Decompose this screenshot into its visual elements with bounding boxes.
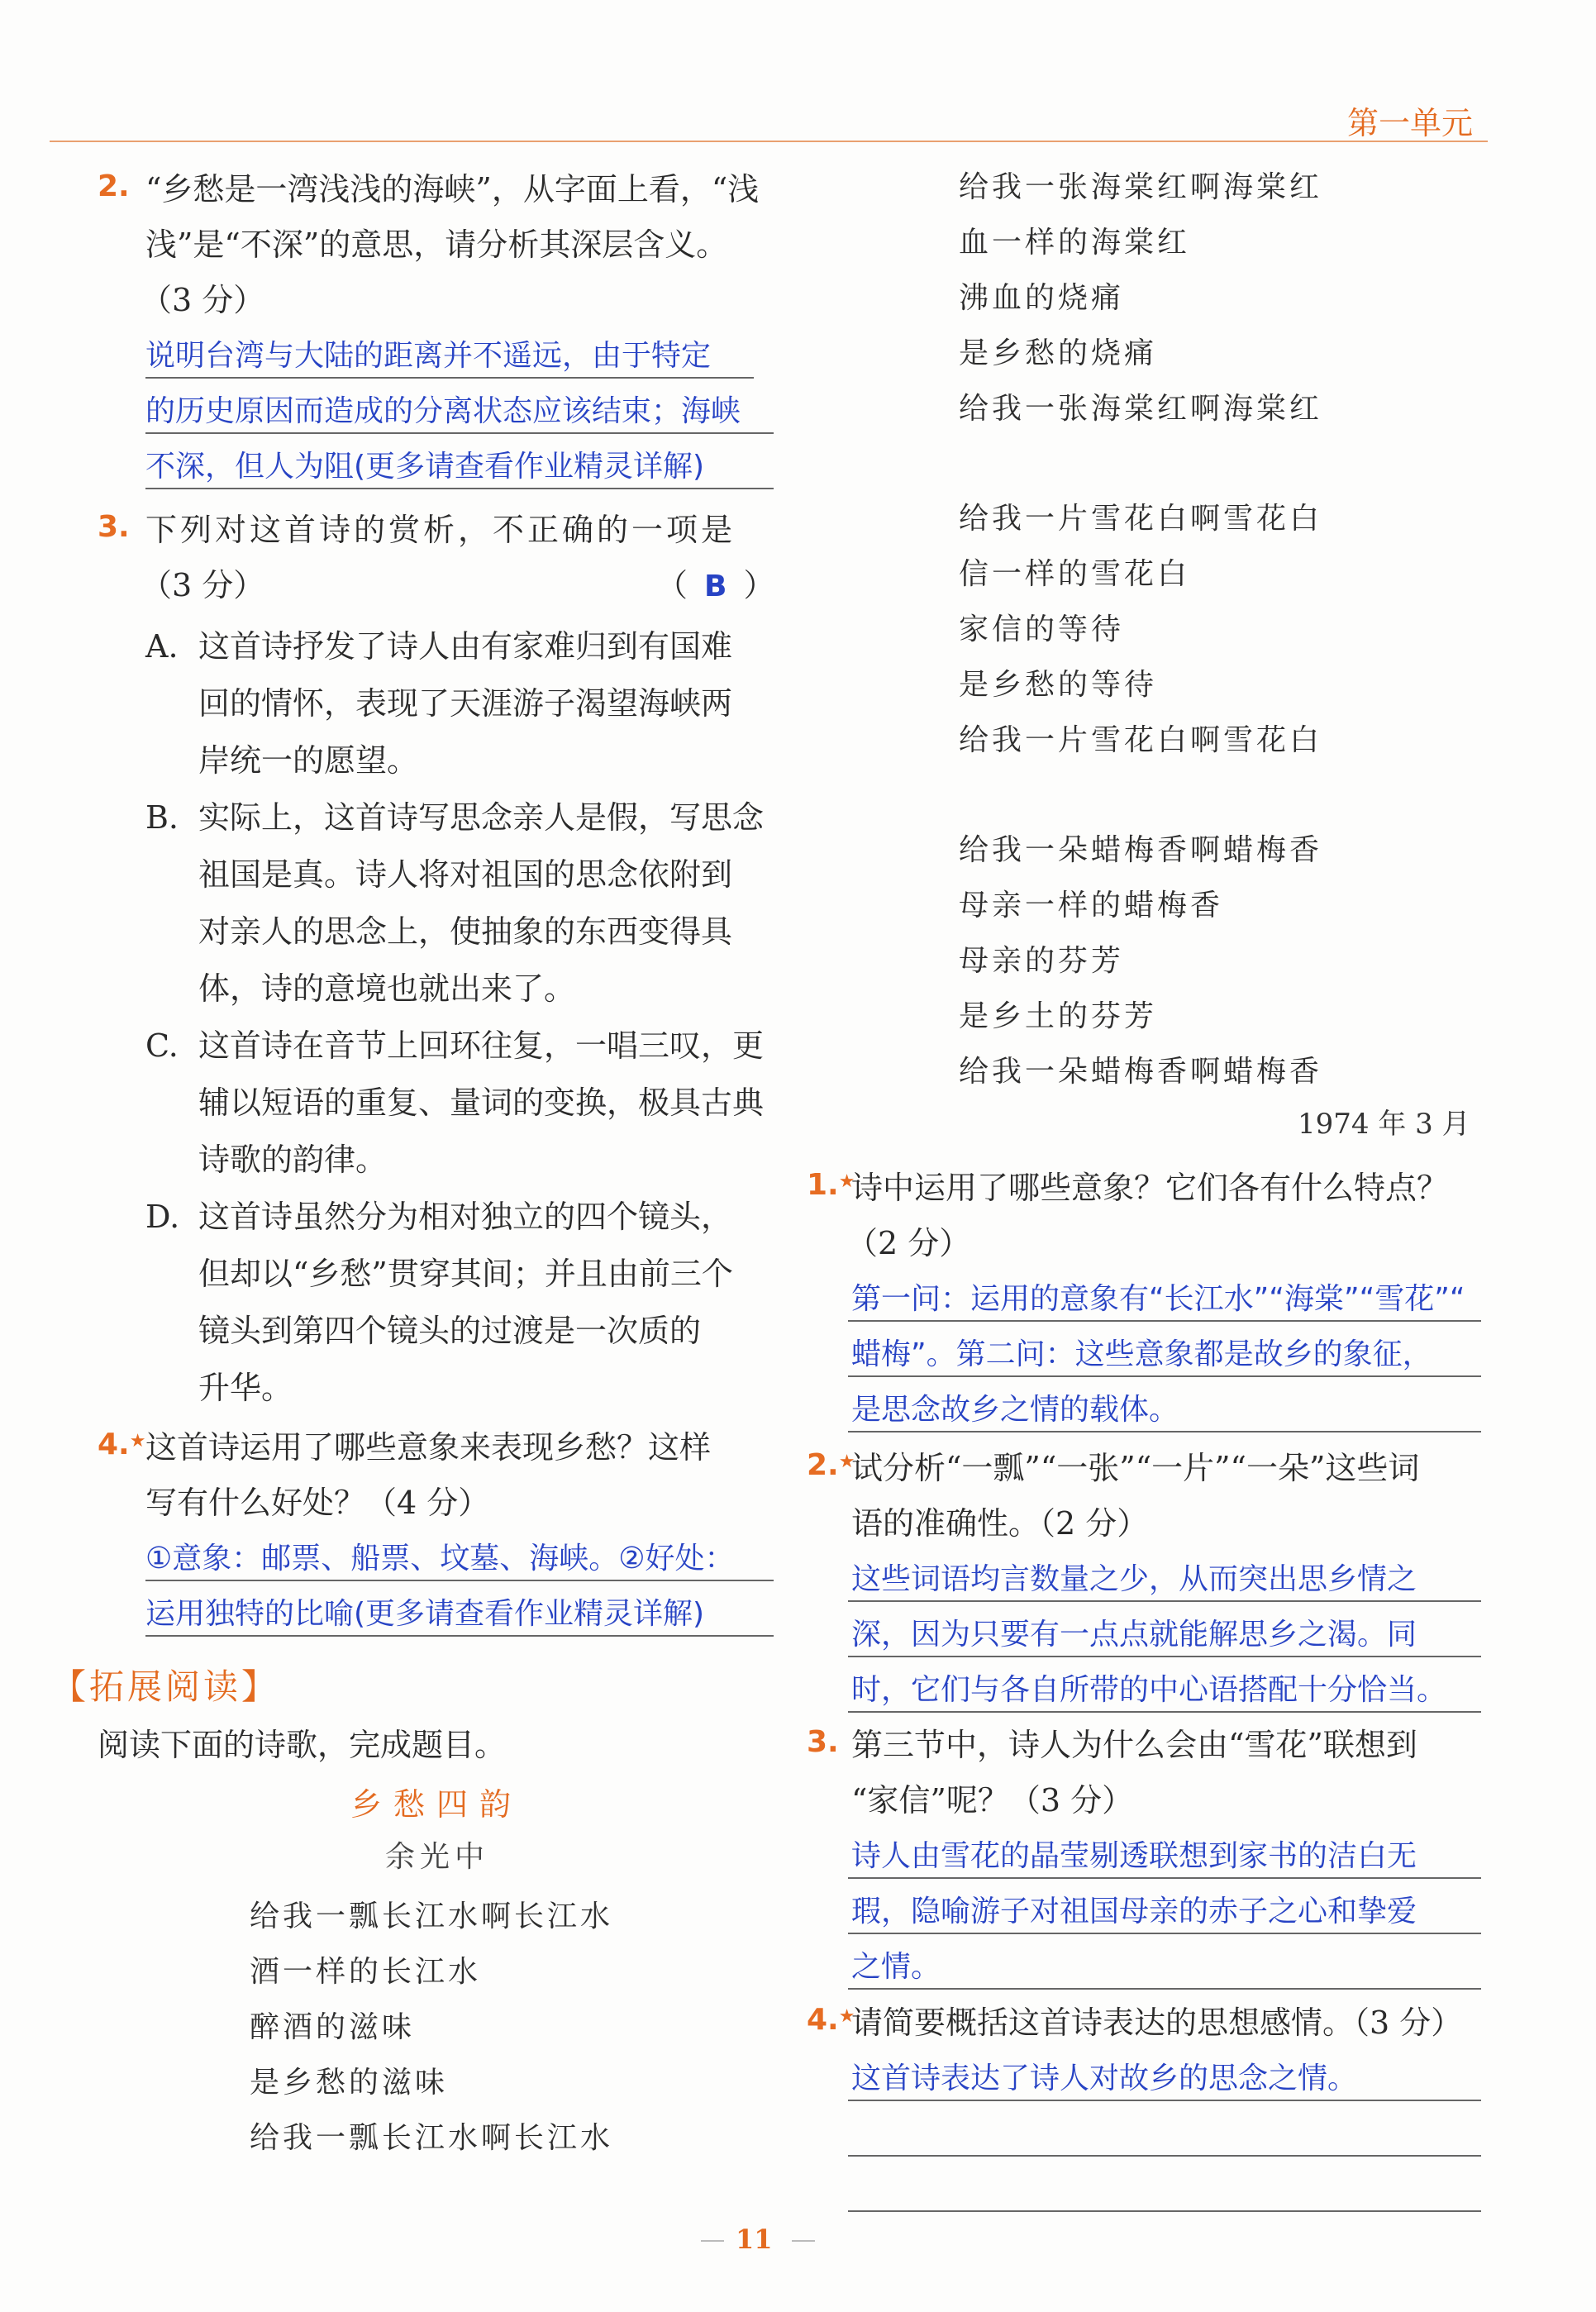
answer-rule <box>848 1988 1481 1990</box>
paren-close: ） <box>743 567 775 603</box>
left-q4-number <box>98 1428 145 1461</box>
right-q2-line2: 语的准确性。（2 分） <box>851 1505 1149 1542</box>
option-b-label: B. <box>145 799 179 836</box>
left-q2-line2: 浅”是“不深”的意思，请分析其深层含义。 <box>145 226 728 263</box>
option-d-line: 但却以“乡愁”贯穿其间；并且由前三个 <box>198 1256 733 1292</box>
poem-line: 信一样的雪花白 <box>959 557 1191 591</box>
right-q1-answer-line2: 蜡梅”。第二问：这些意象都是故乡的象征， <box>851 1337 1432 1371</box>
answer-rule <box>848 1711 1481 1713</box>
left-q2-score: （3 分） <box>141 282 265 318</box>
left-q3-answer-paren <box>656 558 774 614</box>
option-d-text <box>198 1189 733 1417</box>
answer-rule <box>848 1933 1481 1934</box>
option-d-line: 升华。 <box>198 1370 293 1406</box>
right-q3-answer-line1: 诗人由雪花的晶莹剔透联想到家书的洁白无 <box>851 1839 1417 1873</box>
page-number: 11 <box>736 2224 773 2255</box>
answer-rule <box>848 1320 1481 1322</box>
star-icon: ★ <box>838 1452 855 1472</box>
option-c-line: 诗歌的韵律。 <box>198 1142 388 1178</box>
poem-line: 给我一朵蜡梅香啊蜡梅香 <box>959 1055 1323 1089</box>
right-q3-answer-line2: 瑕，隐喻游子对祖国母亲的赤子之心和挚爱 <box>851 1895 1417 1928</box>
option-b-line: 祖国是真。诗人将对祖国的思念依附到 <box>198 856 733 893</box>
right-q1-line1: 诗中运用了哪些意象？它们各有什么特点？ <box>851 1170 1449 1206</box>
option-b-line: 对亲人的思念上，使抽象的东西变得具 <box>198 913 733 950</box>
poem-line: 是乡土的芬芳 <box>959 999 1158 1033</box>
poem-line: 给我一瓢长江水啊长江水 <box>250 2121 614 2155</box>
poem-line: 是乡愁的滋味 <box>250 2066 449 2100</box>
right-q4-number <box>807 2003 855 2037</box>
left-q3-number: 3. <box>98 510 130 544</box>
page-header <box>50 93 1488 142</box>
star-icon: ★ <box>129 1431 146 1452</box>
right-q2-answer-line3: 时，它们与各自所带的中心语搭配十分恰当。 <box>851 1673 1447 1707</box>
star-icon: ★ <box>838 2006 855 2027</box>
answer-rule <box>848 1656 1481 1657</box>
left-q2-answer-line2: 的历史原因而造成的分离状态应该结束；海峡 <box>145 394 741 428</box>
right-q2-line1: 试分析“一瓢”“一张”“一片”“一朵”这些词 <box>851 1450 1420 1486</box>
right-q4-num: 4. <box>807 2003 839 2037</box>
answer-rule <box>848 1877 1481 1879</box>
unit-title: 第一单元 <box>1346 105 1473 141</box>
poem-line: 是乡愁的烧痛 <box>959 336 1158 370</box>
right-q3-line1: 第三节中，诗人为什么会由“雪花”联想到 <box>851 1727 1417 1763</box>
poem-date: 1974 年 3 月 <box>1298 1108 1470 1141</box>
answer-rule <box>848 2210 1481 2212</box>
option-a-text <box>198 618 732 789</box>
section-heading: 【拓展阅读】 <box>51 1666 280 1707</box>
right-q1-answer-line1: 第一问：运用的意象有“长江水”“海棠”“雪花”“ <box>851 1282 1465 1316</box>
left-q2-number: 2. <box>98 169 130 203</box>
option-b-text <box>198 789 764 1018</box>
option-a-line: 这首诗抒发了诗人由有家难归到有国难 <box>198 628 733 665</box>
left-q4-line2: 写有什么好处？（4 分） <box>145 1485 490 1521</box>
poem-line: 给我一片雪花白啊雪花白 <box>959 723 1323 757</box>
left-q2-answer-line1: 说明台湾与大陆的距离并不遥远，由于特定 <box>145 339 712 373</box>
left-q4-answer-line1: ①意象：邮票、船票、坟墓、海峡。②好处： <box>145 1542 735 1575</box>
right-q4-line1: 请简要概括这首诗表达的思想感情。（3 分） <box>851 2005 1463 2041</box>
right-q2-answer-line2: 深，因为只要有一点点就能解思乡之渴。同 <box>851 1618 1417 1652</box>
poem-stanza-2 <box>959 160 1322 436</box>
poem-line: 给我一瓢长江水啊长江水 <box>250 1900 614 1933</box>
option-c-label: C. <box>145 1027 179 1064</box>
left-q3-score: （3 分） <box>141 567 265 603</box>
right-q2-number <box>807 1448 855 1482</box>
answer-rule <box>145 1635 774 1637</box>
answer-rule <box>145 377 754 379</box>
answer-rule <box>145 432 774 434</box>
option-c-line: 辅以短语的重复、量词的变换，极具古典 <box>198 1084 765 1121</box>
poem-author: 余光中 <box>385 1840 490 1874</box>
answer-rule <box>848 1375 1481 1377</box>
poem-line: 给我一朵蜡梅香啊蜡梅香 <box>959 833 1323 867</box>
right-q3-answer-line3: 之情。 <box>851 1950 941 1984</box>
answer-rule <box>848 2100 1481 2101</box>
poem-stanza-1 <box>250 1889 613 2166</box>
left-q2-line1: “乡愁是一湾浅浅的海峡”，从字面上看，“浅 <box>145 171 760 207</box>
answer-rule <box>848 2155 1481 2157</box>
left-q4-line1: 这首诗运用了哪些意象来表现乡愁？这样 <box>145 1429 712 1466</box>
poem-line: 给我一片雪花白啊雪花白 <box>959 502 1323 536</box>
right-q1-answer-line3: 是思念故乡之情的载体。 <box>851 1393 1179 1427</box>
answer-rule <box>145 1580 774 1581</box>
poem-line: 沸血的烧痛 <box>959 281 1125 315</box>
right-q3-line2: “家信”呢？（3 分） <box>851 1782 1134 1819</box>
reading-instruction: 阅读下面的诗歌，完成题目。 <box>98 1727 507 1763</box>
poem-line: 给我一张海棠红啊海棠红 <box>959 392 1323 426</box>
option-c-line: 这首诗在音节上回环往复，一唱三叹，更 <box>198 1027 765 1064</box>
poem-stanza-4 <box>959 822 1322 1099</box>
left-q4-answer-line2: 运用独特的比喻(更多请查看作业精灵详解) <box>145 1597 705 1631</box>
left-q4-num: 4. <box>98 1428 130 1461</box>
answer-rule <box>848 1431 1481 1432</box>
poem-line: 给我一张海棠红啊海棠红 <box>959 170 1323 204</box>
poem-line: 酒一样的长江水 <box>250 1955 482 1989</box>
right-q2-answer-line1: 这些词语均言数量之少，从而突出思乡情之 <box>851 1562 1417 1596</box>
poem-line: 醉酒的滋味 <box>250 2010 416 2044</box>
option-a-line: 岸统一的愿望。 <box>198 742 419 779</box>
poem-line: 家信的等待 <box>959 613 1125 646</box>
poem-title: 乡愁四韵 <box>350 1786 523 1823</box>
page-number-rule-right <box>792 2240 815 2242</box>
answer-rule <box>848 1600 1481 1602</box>
option-d-label: D. <box>145 1199 180 1235</box>
option-b-line: 体，诗的意境也就出来了。 <box>198 970 576 1007</box>
option-a-label: A. <box>145 628 179 665</box>
right-q1-num: 1. <box>807 1168 839 1202</box>
left-q3-choice: B <box>704 570 727 603</box>
right-q1-number <box>807 1168 855 1202</box>
right-q2-num: 2. <box>807 1448 839 1482</box>
option-b-line: 实际上，这首诗写思念亲人是假，写思念 <box>198 799 765 836</box>
poem-line: 母亲一样的蜡梅香 <box>959 889 1224 922</box>
option-a-line: 回的情怀，表现了天涯游子渴望海峡两 <box>198 685 733 722</box>
star-icon: ★ <box>838 1171 855 1192</box>
poem-stanza-3 <box>959 491 1322 768</box>
paren-open: （ <box>656 567 688 603</box>
left-q3-line1: 下列对这首诗的赏析，不正确的一项是 <box>145 512 736 548</box>
poem-line: 血一样的海棠红 <box>959 226 1191 260</box>
page-number-rule-left <box>701 2240 724 2242</box>
right-q4-answer-line1: 这首诗表达了诗人对故乡的思念之情。 <box>851 2062 1358 2095</box>
right-q3-number: 3. <box>807 1725 839 1759</box>
answer-rule <box>145 488 774 489</box>
option-c-text <box>198 1018 764 1189</box>
right-q1-score: （2 分） <box>846 1225 971 1261</box>
left-q2-answer-line3: 不深，但人为阻(更多请查看作业精灵详解) <box>145 450 705 484</box>
option-d-line: 镜头到第四个镜头的过渡是一次质的 <box>198 1313 702 1349</box>
option-d-line: 这首诗虽然分为相对独立的四个镜头， <box>198 1199 733 1235</box>
poem-line: 母亲的芬芳 <box>959 944 1125 978</box>
poem-line: 是乡愁的等待 <box>959 668 1158 702</box>
